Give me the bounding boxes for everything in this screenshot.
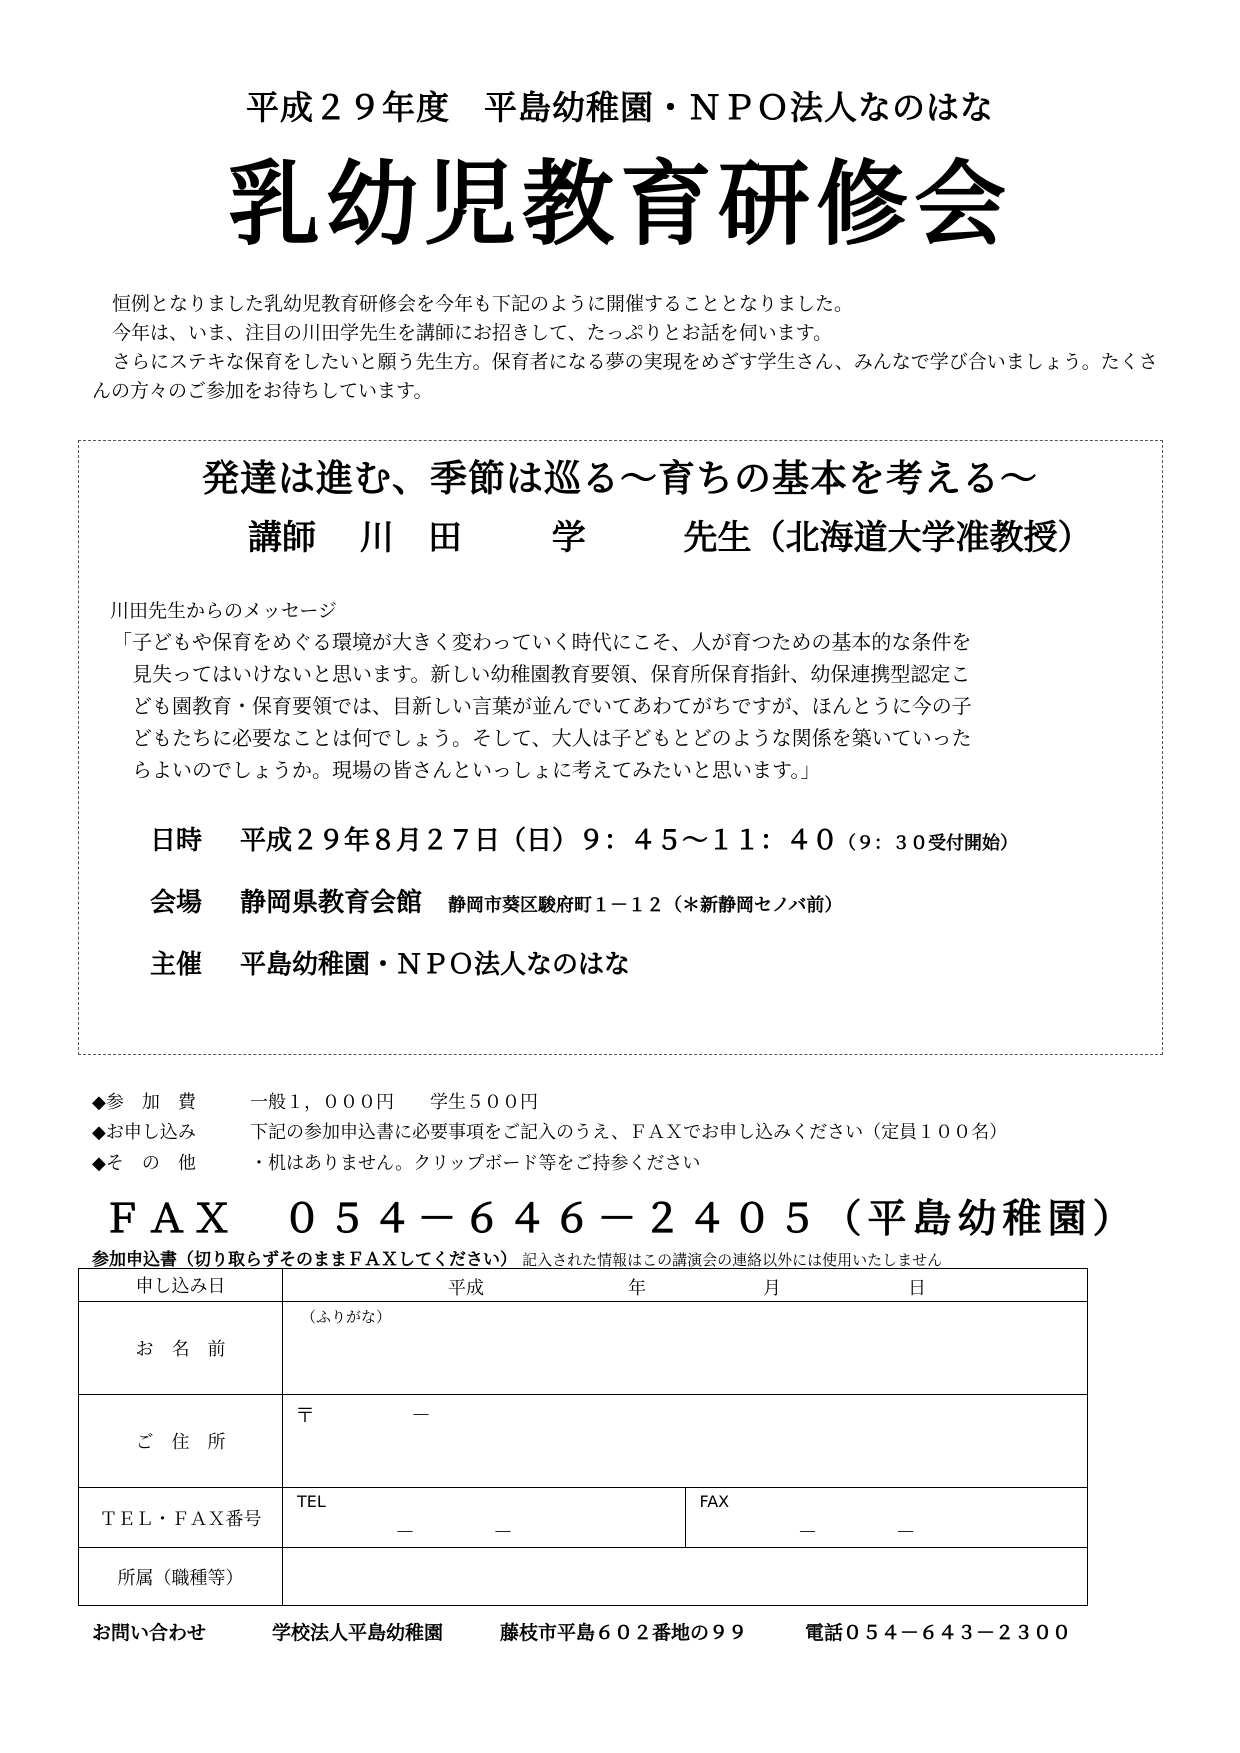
postal-mark: 〒 [295,1403,315,1427]
contact-phone: 電話０５４－６４３－２３００ [805,1622,1072,1644]
application-date-label: 申し込み日 [79,1269,283,1302]
fax-number: ＦＡＸ ０５４－６４６－２４０５（平島幼稚園） [102,1197,1138,1242]
intro-line-3: さらにステキな保育をしたいと願う先生方。保育者になる夢の実現をめざす学生さん、みんなで学び合いましょう。たくさんの方々のご参加をお待ちしています。 [92,351,1158,402]
event-date-row [150,820,1018,857]
address-field[interactable] [283,1395,1088,1488]
intro-line-2: 今年は、いま、注目の川田学先生を講師にお招きして、たっぷりとお話を伺います。 [112,322,833,344]
form-title: 参加申込書（切り取らずそのままＦＡＸしてください） [92,1250,517,1270]
phone-fax-label: ＴＥＬ・ＦＡＸ番号 [79,1488,283,1548]
fee-value: 一般１，０００円 学生５００円 [250,1092,538,1113]
fax-dash: － [895,1520,916,1544]
other-value: ・机はありません。クリップボード等をご持参ください [250,1153,701,1174]
page-title: 乳幼児教育研修会 [227,151,1012,258]
lecturer-surname: 川 田 [359,518,462,558]
contact-info [92,1618,1071,1645]
event-host-row [150,944,630,981]
name-field[interactable] [283,1302,1088,1395]
fax-dash: － [797,1520,818,1544]
month-label: 月 [763,1278,781,1299]
application-date-field[interactable] [283,1269,1088,1302]
host-value: 平島幼稚園・ＮＰＯ法人なのはな [240,950,631,980]
lecturer-line [248,510,1092,559]
fee-label: ◆参 加 費 [92,1092,196,1113]
furigana-label: （ふりがな） [301,1308,392,1326]
contact-address: 藤枝市平島６０２番地の９９ [500,1622,748,1644]
other-note [92,1149,700,1175]
apply-label: ◆お申し込み [92,1122,196,1143]
era-label: 平成 [448,1278,484,1299]
postal-dash: － [411,1403,431,1427]
lecturer-given-name: 学 [551,518,586,558]
message-line: どもたちに必要なことは何でしょう。そして、大人は子どもとどのような関係を築いていった [132,726,972,750]
address-label: ご 住 所 [79,1395,283,1488]
date-value: 平成２９年８月２７日（日）９：４５～１１：４０ [240,826,839,856]
name-label: お 名 前 [79,1302,283,1395]
intro-line-1: 恒例となりました乳幼児教育研修会を今年も下記のように開催することとなりました。 [112,293,854,315]
date-label: 日時 [150,826,203,856]
lecturer-message [112,626,1012,786]
message-line: ども園教育・保育要領では、目新しい言葉が並んでいてあわてがちですが、ほんとうに今の子 [132,694,972,718]
application-note [92,1118,1007,1144]
day-label: 日 [908,1278,926,1299]
apply-value: 下記の参加申込書に必要事項をご記入のうえ、ＦＡＸでお申し込みください（定員１００名） [250,1122,1008,1143]
tel-label: TEL [297,1492,326,1511]
tel-field[interactable] [283,1488,686,1548]
message-line: らよいのでしょうか。現場の皆さんといっしょに考えてみたいと思います。」 [132,758,821,782]
message-line: 「子どもや保育をめぐる環境が大きく変わっていく時代にこそ、人が育つための基本的な条件を [112,630,972,654]
message-line: 見失ってはいけないと思います。新しい幼稚園教育要領、保育所保育指針、幼保連携型認定こ [132,662,971,686]
other-label: ◆そ の 他 [92,1153,196,1174]
application-form [78,1268,1088,1606]
contact-organization: 学校法人平島幼稚園 [272,1622,444,1644]
fax-field[interactable] [685,1488,1088,1548]
tel-dash: － [395,1520,415,1544]
reception-time-note: （９：３０受付開始） [838,833,1019,854]
affiliation-label: 所属（職種等） [79,1548,283,1606]
event-venue-row [150,882,842,919]
contact-label: お問い合わせ [92,1622,207,1644]
intro-text [92,290,1160,406]
lecture-theme: 発達は進む、季節は巡る～育ちの基本を考える～ [202,457,1038,500]
venue-label: 会場 [150,888,203,918]
fee-note [92,1088,538,1114]
tel-dash: － [493,1520,513,1544]
lecturer-label: 講師 [248,518,316,558]
lecturer-title: 先生（北海道大学准教授） [683,518,1092,558]
privacy-note: 記入された情報はこの講演会の連絡以外には使用いたしません [522,1251,943,1269]
message-heading: 川田先生からのメッセージ [110,600,337,622]
venue-value: 静岡県教育会館 [240,888,423,918]
host-label: 主催 [150,950,203,980]
affiliation-field[interactable] [283,1548,1088,1606]
form-caption [92,1245,942,1270]
venue-address: 静岡市葵区駿府町１－１２（＊新静岡セノバ前） [448,895,843,916]
year-label: 年 [628,1278,646,1299]
event-subtitle: 平成２９年度 平島幼稚園・ＮＰＯ法人なのはな [246,88,994,127]
fax-label: FAX [699,1492,730,1511]
